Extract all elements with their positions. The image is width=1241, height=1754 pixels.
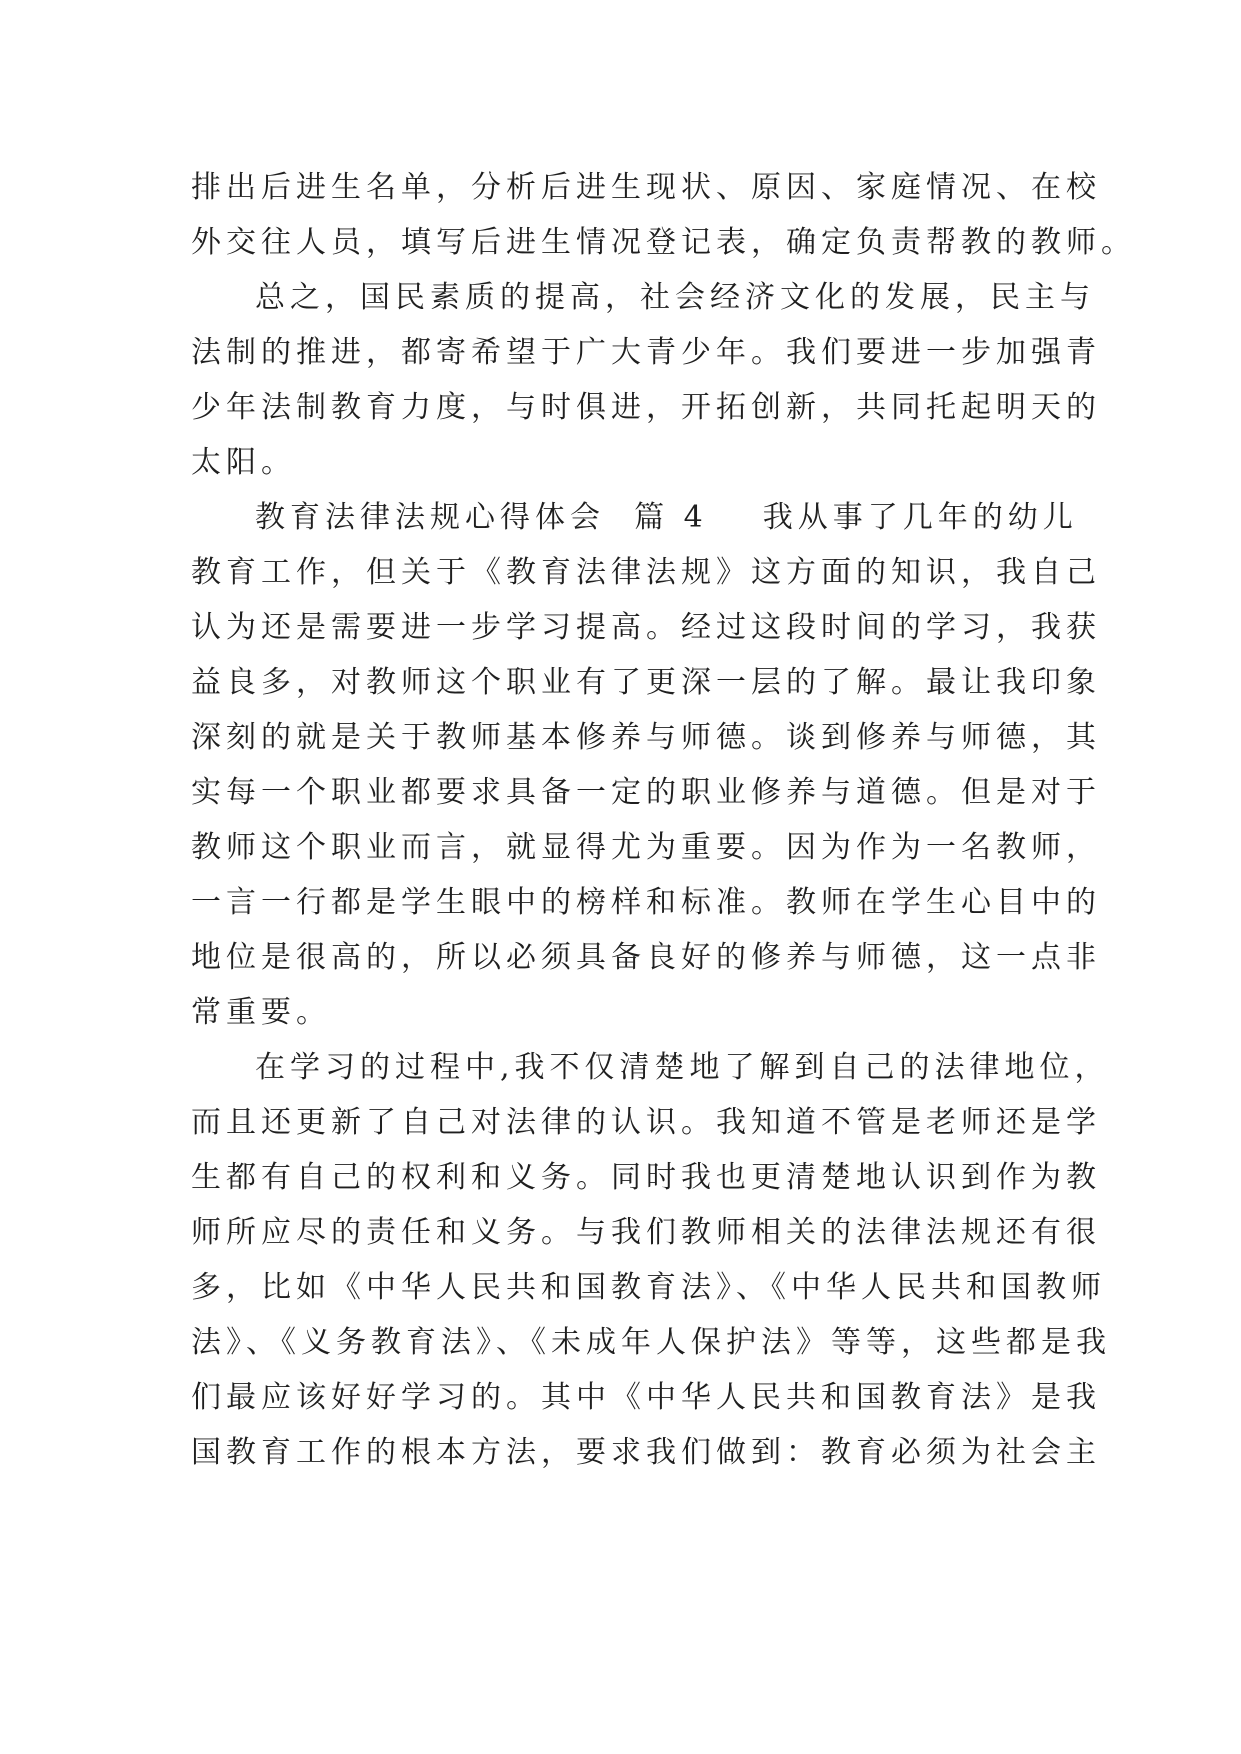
text-line-start: 我从事了几年的幼儿 — [762, 500, 1078, 535]
text-line: 法》、《义务教育法》、《未成年人保护法》等等，这些都是我 — [191, 1325, 1111, 1360]
paragraph-2 — [191, 270, 1101, 490]
text-line: 法制的推进，都寄希望于广大青少年。我们要进一步加强青 — [191, 335, 1101, 370]
text-line: 少年法制教育力度，与时俱进，开拓创新，共同托起明天的 — [191, 390, 1101, 425]
text-line: 教育工作，但关于《教育法律法规》这方面的知识，我自己 — [191, 555, 1101, 590]
paragraph-1 — [191, 160, 1136, 270]
text-line: 一言一行都是学生眼中的榜样和标准。教师在学生心目中的 — [191, 885, 1101, 920]
text-line: 们最应该好好学习的。其中《中华人民共和国教育法》是我 — [191, 1380, 1101, 1415]
text-line: 排出后进生名单，分析后进生现状、原因、家庭情况、在校 — [191, 170, 1101, 205]
text-line: 教师这个职业而言，就显得尤为重要。因为作为一名教师， — [191, 830, 1101, 865]
text-line: 总之，国民素质的提高，社会经济文化的发展，民主与 — [255, 280, 1095, 315]
text-line: 而且还更新了自己对法律的认识。我知道不管是老师还是学 — [191, 1105, 1101, 1140]
section-heading: 教育法律法规心得体会 篇 4 — [255, 500, 708, 535]
text-line: 深刻的就是关于教师基本修养与师德。谈到修养与师德，其 — [191, 720, 1101, 755]
text-line: 实每一个职业都要求具备一定的职业修养与道德。但是对于 — [191, 775, 1101, 810]
paragraph-4 — [191, 1040, 1111, 1480]
text-line: 生都有自己的权利和义务。同时我也更清楚地认识到作为教 — [191, 1160, 1101, 1195]
text-line: 外交往人员，填写后进生情况登记表，确定负责帮教的教师。 — [191, 225, 1136, 260]
text-line: 师所应尽的责任和义务。与我们教师相关的法律法规还有很 — [191, 1215, 1101, 1250]
text-line: 在学习的过程中,我不仅清楚地了解到自己的法律地位， — [255, 1050, 1110, 1085]
section-heading-line — [191, 490, 1078, 545]
text-line: 太阳。 — [191, 445, 296, 480]
document-body — [191, 160, 1136, 1480]
text-line: 地位是很高的，所以必须具备良好的修养与师德，这一点非 — [191, 940, 1101, 975]
text-line: 多，比如《中华人民共和国教育法》、《中华人民共和国教师 — [191, 1270, 1106, 1305]
text-line: 益良多，对教师这个职业有了更深一层的了解。最让我印象 — [191, 665, 1101, 700]
paragraph-3 — [191, 490, 1101, 1040]
text-line: 国教育工作的根本方法，要求我们做到：教育必须为社会主 — [191, 1435, 1101, 1470]
text-line: 认为还是需要进一步学习提高。经过这段时间的学习，我获 — [191, 610, 1101, 645]
text-line: 常重要。 — [191, 995, 331, 1030]
